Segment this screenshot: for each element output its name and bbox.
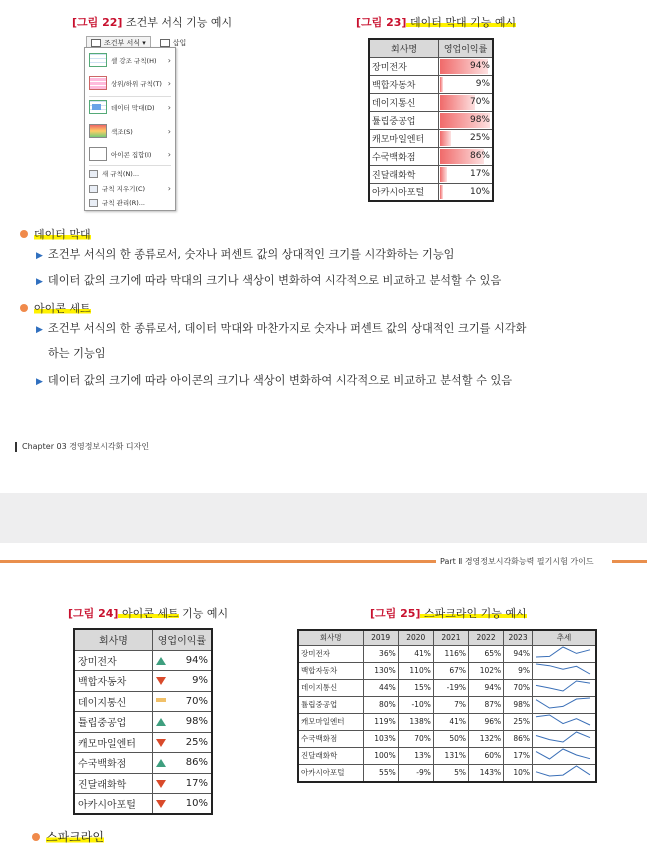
- value-text: 98%: [469, 115, 490, 125]
- arrow-down-icon: [156, 780, 166, 788]
- column-header: 2020: [398, 630, 433, 645]
- value-cell: [439, 129, 493, 147]
- list-item-text: 조건부 서식의 한 종류로서, 숫자나 퍼센트 값의 상대적인 크기를 시각화하는 기능임: [47, 248, 455, 261]
- value-cell: [439, 75, 493, 93]
- menu-divider: [89, 96, 171, 97]
- section-heading-text: 스파크라인: [46, 830, 104, 844]
- table-row: [74, 732, 212, 753]
- menu-divider: [89, 165, 171, 166]
- figure-number: [그림 24]: [68, 607, 119, 620]
- data-bar: [440, 131, 451, 146]
- column-header: 2022: [469, 630, 504, 645]
- footer-bar: [15, 442, 17, 452]
- menu-item-clear-rules[interactable]: [89, 184, 171, 193]
- sparkline-cell: [533, 696, 597, 713]
- new-rule-icon: [89, 170, 98, 178]
- bullet-dot-icon: [32, 833, 40, 841]
- arrow-up-icon: [156, 759, 166, 767]
- company-cell: 장미전자: [74, 650, 152, 671]
- list-item: [36, 272, 501, 290]
- table-row: [369, 183, 493, 201]
- table-row: [298, 662, 596, 679]
- value-cell: 110%: [398, 662, 433, 679]
- table-row: [298, 713, 596, 730]
- value-cell: 15%: [398, 679, 433, 696]
- sparkline: [533, 714, 595, 728]
- table-row: [74, 650, 212, 671]
- company-cell: 수국백화점: [369, 147, 439, 165]
- table-row: [369, 93, 493, 111]
- value-cell: [152, 650, 212, 671]
- list-item: [36, 246, 454, 264]
- data-bar: [440, 167, 447, 182]
- value-cell: 44%: [363, 679, 398, 696]
- color-scales-icon: [89, 124, 107, 138]
- table-row: [74, 671, 212, 692]
- value-cell: -9%: [398, 764, 433, 782]
- company-cell: 데이지통신: [369, 93, 439, 111]
- column-header: 영업이익률: [439, 39, 493, 57]
- value-cell: 87%: [469, 696, 504, 713]
- value-cell: 36%: [363, 645, 398, 662]
- company-cell: 아카시아포털: [74, 794, 152, 815]
- bullet-dot-icon: [20, 304, 28, 312]
- triangle-bullet-icon: ▶: [36, 377, 43, 387]
- company-cell: 장미전자: [369, 57, 439, 75]
- sparkline-line: [536, 664, 590, 674]
- company-cell: 수국백화점: [298, 730, 363, 747]
- company-cell: 장미전자: [298, 645, 363, 662]
- dash-icon: [156, 698, 166, 702]
- value-text: 70%: [185, 695, 208, 707]
- chevron-right-icon: ›: [167, 149, 171, 159]
- company-cell: 백합자동차: [298, 662, 363, 679]
- sparkline-line: [536, 715, 590, 725]
- table-row: [74, 712, 212, 733]
- sparkline-cell: [533, 645, 597, 662]
- company-cell: 아카시아포털: [369, 183, 439, 201]
- column-header: 2019: [363, 630, 398, 645]
- sparkline-line: [536, 681, 590, 691]
- value-cell: [152, 691, 212, 712]
- table-row: [298, 747, 596, 764]
- table-row: [298, 730, 596, 747]
- sparkline-line: [536, 647, 590, 657]
- triangle-bullet-icon: ▶: [36, 251, 43, 261]
- value-cell: 10%: [504, 764, 533, 782]
- sparkline-line: [536, 732, 590, 742]
- value-cell: 143%: [469, 764, 504, 782]
- menu-item-highlight-rules[interactable]: [89, 53, 171, 67]
- value-cell: -19%: [433, 679, 468, 696]
- sparkline: [533, 680, 595, 694]
- chevron-right-icon: ›: [167, 126, 171, 136]
- value-cell: [152, 712, 212, 733]
- menu-item-label: 상위/하위 규칙(T): [111, 79, 162, 88]
- table-row: [369, 111, 493, 129]
- value-cell: 70%: [504, 679, 533, 696]
- top-bottom-rules-icon: [89, 76, 107, 90]
- highlight-rules-icon: [89, 53, 107, 67]
- chevron-right-icon: ›: [167, 184, 171, 193]
- figure-number: [그림 25]: [370, 607, 421, 620]
- sparkline-cell: [533, 747, 597, 764]
- company-cell: 데이지통신: [74, 691, 152, 712]
- sparkline-cell: [533, 730, 597, 747]
- value-cell: [439, 183, 493, 201]
- company-cell: 캐모마일엔터: [298, 713, 363, 730]
- value-cell: 100%: [363, 747, 398, 764]
- triangle-bullet-icon: ▶: [36, 277, 43, 287]
- chevron-right-icon: ›: [167, 102, 171, 112]
- menu-item-label: 색조(S): [111, 127, 133, 136]
- page-gap: [0, 493, 647, 543]
- value-text: 86%: [185, 757, 208, 769]
- sparkline-line: [536, 766, 590, 776]
- arrow-up-icon: [156, 657, 166, 665]
- menu-item-label: 아이콘 집합(I): [111, 150, 152, 159]
- value-cell: 132%: [469, 730, 504, 747]
- arrow-down-icon: [156, 800, 166, 808]
- value-cell: [152, 753, 212, 774]
- value-cell: [152, 773, 212, 794]
- arrow-down-icon: [156, 739, 166, 747]
- table-row: [369, 165, 493, 183]
- page-header: Part Ⅱ 경영정보시각화능력 필기시험 가이드: [436, 556, 598, 567]
- sparkline-line: [536, 749, 590, 759]
- sparkline-cell: [533, 662, 597, 679]
- menu-item-icon-sets[interactable]: [89, 147, 171, 161]
- value-cell: 13%: [398, 747, 433, 764]
- column-header: 회사명: [74, 629, 152, 650]
- clear-rules-icon: [89, 185, 98, 193]
- menu-item-new-rule[interactable]: [89, 169, 171, 178]
- company-cell: 수국백화점: [74, 753, 152, 774]
- insert-icon: [160, 39, 170, 47]
- data-bar: [440, 77, 443, 92]
- list-item-text: 조건부 서식의 한 종류로서, 데이터 막대와 마찬가지로 숫자나 퍼센트 값의 상대적인 크기를 시각화: [47, 322, 527, 335]
- menu-item-color-scales[interactable]: [89, 124, 171, 138]
- section-heading-icon-sets: [20, 300, 91, 316]
- section-heading-sparkline: [32, 828, 104, 845]
- value-cell: 94%: [504, 645, 533, 662]
- value-text: 94%: [469, 61, 490, 71]
- value-text: 17%: [469, 169, 490, 179]
- chevron-right-icon: ›: [167, 78, 171, 88]
- figure-22-caption: [72, 14, 232, 30]
- sparkline-line: [536, 698, 590, 708]
- header-rule: [0, 560, 436, 563]
- company-cell: 캐모마일엔터: [369, 129, 439, 147]
- value-cell: 116%: [433, 645, 468, 662]
- table-row: [298, 645, 596, 662]
- value-cell: 103%: [363, 730, 398, 747]
- arrow-up-icon: [156, 718, 166, 726]
- sparkline-table: [297, 629, 597, 783]
- company-cell: 아카시아포털: [298, 764, 363, 782]
- company-cell: 백합자동차: [369, 75, 439, 93]
- list-item: [36, 320, 526, 338]
- data-bar-table: [368, 38, 494, 202]
- value-cell: 102%: [469, 662, 504, 679]
- column-header: 회사명: [369, 39, 439, 57]
- value-cell: 67%: [433, 662, 468, 679]
- value-cell: [439, 57, 493, 75]
- sparkline-cell: [533, 679, 597, 696]
- figure-number: [그림 23]: [356, 16, 407, 29]
- table-row: [369, 75, 493, 93]
- value-cell: 41%: [398, 645, 433, 662]
- value-cell: [439, 147, 493, 165]
- value-cell: [439, 93, 493, 111]
- manage-rules-icon: [89, 199, 98, 207]
- value-text: 9%: [475, 79, 490, 89]
- company-cell: 데이지통신: [298, 679, 363, 696]
- value-cell: [152, 732, 212, 753]
- table-row: [369, 129, 493, 147]
- insert-label: 삽입: [172, 39, 187, 47]
- value-text: 25%: [469, 133, 490, 143]
- footer-chapter-text: Chapter 03 경영정보시각화 디자인: [22, 442, 150, 451]
- list-item-text: 데이터 값의 크기에 따라 아이콘의 크기나 색상이 변화하여 시각적으로 비교하고 분석할 수 있음: [47, 374, 513, 387]
- value-cell: 60%: [469, 747, 504, 764]
- value-cell: 5%: [433, 764, 468, 782]
- table-row: [298, 679, 596, 696]
- value-text: 70%: [469, 97, 490, 107]
- bullet-dot-icon: [20, 230, 28, 238]
- column-header: 2021: [433, 630, 468, 645]
- figure-title: 데이터 막대 기능 예시: [406, 16, 517, 29]
- value-cell: 119%: [363, 713, 398, 730]
- list-item-continuation: [48, 345, 106, 363]
- value-cell: 9%: [504, 662, 533, 679]
- menu-item-label: 데이터 막대(D): [111, 103, 155, 112]
- value-cell: 65%: [469, 645, 504, 662]
- value-cell: 41%: [433, 713, 468, 730]
- sparkline: [533, 697, 595, 711]
- table-row: [369, 57, 493, 75]
- value-cell: [439, 165, 493, 183]
- value-cell: 50%: [433, 730, 468, 747]
- value-text: 86%: [469, 151, 490, 161]
- value-cell: 131%: [433, 747, 468, 764]
- table-row: [298, 764, 596, 782]
- sparkline: [533, 748, 595, 762]
- figure-title: 스파크라인 기능 예시: [420, 607, 527, 620]
- menu-item-data-bars[interactable]: [89, 100, 171, 114]
- company-cell: 튤립중공업: [74, 712, 152, 733]
- value-cell: [152, 671, 212, 692]
- value-cell: 138%: [398, 713, 433, 730]
- company-cell: 진달래화학: [74, 773, 152, 794]
- value-cell: 55%: [363, 764, 398, 782]
- value-text: 94%: [185, 654, 208, 666]
- page-footer: [15, 441, 149, 452]
- icon-set-table: [73, 628, 213, 815]
- data-bar: [440, 185, 443, 200]
- value-text: 10%: [185, 798, 208, 809]
- figure-title: 아이콘 세트: [118, 607, 179, 620]
- column-header: 추세: [533, 630, 597, 645]
- company-cell: 튤립중공업: [298, 696, 363, 713]
- value-cell: [152, 794, 212, 815]
- sparkline-cell: [533, 713, 597, 730]
- menu-item-manage-rules[interactable]: [89, 198, 171, 207]
- company-cell: 백합자동차: [74, 671, 152, 692]
- value-cell: 96%: [469, 713, 504, 730]
- figure-number: [그림 22]: [72, 16, 123, 29]
- value-cell: 80%: [363, 696, 398, 713]
- column-header: 영업이익률: [152, 629, 212, 650]
- conditional-format-menu: [84, 47, 176, 211]
- section-heading-text: 아이콘 세트: [34, 302, 91, 315]
- table-row: [74, 794, 212, 815]
- icon-sets-icon: [89, 147, 107, 161]
- sparkline: [533, 646, 595, 660]
- sparkline-cell: [533, 764, 597, 782]
- list-item-text: 하는 기능임: [48, 347, 106, 360]
- conditional-format-label: 조건부 서식 ▾: [104, 39, 146, 47]
- company-cell: 튤립중공업: [369, 111, 439, 129]
- header-rule: [612, 560, 647, 563]
- conditional-format-icon: [91, 39, 101, 47]
- menu-item-label: 새 규칙(N)...: [102, 170, 140, 178]
- triangle-bullet-icon: ▶: [36, 325, 43, 335]
- figure-24-caption: [68, 605, 228, 621]
- data-bars-icon: [89, 100, 107, 114]
- column-header: 2023: [504, 630, 533, 645]
- sparkline: [533, 731, 595, 745]
- value-text: 17%: [185, 777, 208, 789]
- sparkline: [533, 663, 595, 677]
- menu-item-label: 규칙 지우기(C): [102, 185, 146, 193]
- value-cell: 86%: [504, 730, 533, 747]
- sparkline: [533, 765, 595, 779]
- menu-item-top-bottom-rules[interactable]: [89, 76, 171, 90]
- value-cell: -10%: [398, 696, 433, 713]
- menu-item-label: 셀 강조 규칙(H): [111, 56, 157, 65]
- value-cell: 17%: [504, 747, 533, 764]
- table-row: [369, 147, 493, 165]
- value-text: 98%: [185, 716, 208, 728]
- value-cell: 130%: [363, 662, 398, 679]
- value-cell: 98%: [504, 696, 533, 713]
- list-item: [36, 372, 512, 390]
- list-item-text: 데이터 값의 크기에 따라 막대의 크기나 색상이 변화하여 시각적으로 비교하고 분석할 수 있음: [47, 274, 502, 287]
- value-text: 9%: [192, 675, 208, 687]
- arrow-down-icon: [156, 677, 166, 685]
- table-row: [298, 696, 596, 713]
- menu-item-label: 규칙 관리(R)...: [102, 199, 145, 207]
- value-text: 10%: [469, 186, 490, 197]
- company-cell: 캐모마일엔터: [74, 732, 152, 753]
- company-cell: 진달래화학: [369, 165, 439, 183]
- figure-title-suffix: 기능 예시: [178, 607, 229, 620]
- table-row: [74, 753, 212, 774]
- chevron-right-icon: ›: [167, 55, 171, 65]
- column-header: 회사명: [298, 630, 363, 645]
- value-cell: 70%: [398, 730, 433, 747]
- table-row: [74, 773, 212, 794]
- value-text: 25%: [185, 736, 208, 748]
- company-cell: 진달래화학: [298, 747, 363, 764]
- value-cell: 25%: [504, 713, 533, 730]
- figure-title: 조건부 서식 기능 예시: [122, 16, 233, 29]
- figure-23-caption: [356, 14, 516, 30]
- section-heading-data-bars: [20, 226, 91, 242]
- section-heading-text: 데이터 막대: [34, 228, 91, 241]
- value-cell: [439, 111, 493, 129]
- table-row: [74, 691, 212, 712]
- figure-25-caption: [370, 605, 527, 621]
- value-cell: 94%: [469, 679, 504, 696]
- value-cell: 7%: [433, 696, 468, 713]
